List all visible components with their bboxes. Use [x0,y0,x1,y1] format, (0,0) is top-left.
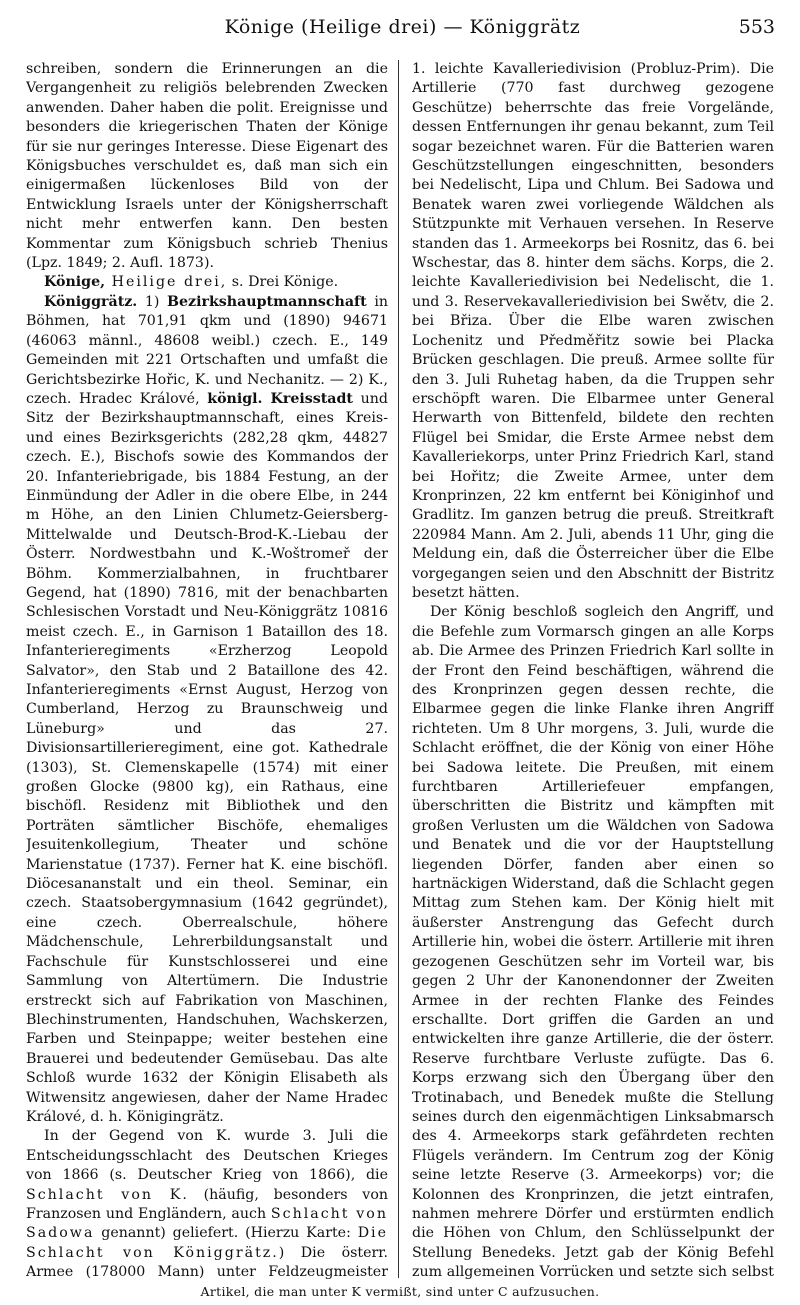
paragraph-aufstellung: 1. leichte Kavalleriedivision (Probluz-Prim). Die Artillerie (770 fast durchweg gezogene Geschütze) beherrschte das freie Vorgelände, dessen Entfernungen ihr genau bekannt, zum Teil sogar bezeichnet waren. Für die Batterien waren Geschützstellungen eingeschnitten, besonders bei Nedelischt, Lipa und Chlum. Bei Sadowa und Benatek waren zwei vorliegende Wäldchen als Stützpunkte mit Verhauen versehen. In Reserve standen das 1. Armeekorps bei Rosnitz, das 6. bei Wschestar, das 8. hinter dem sächs. Korps, die 2. leichte Kavalleriedivision bei Nedelischt, die 1. und 3. Reservekavalleriedivision bei Swětv, die 2. bei Břiza. Über die Elbe waren zwischen Lochenitz und Předměřitz sowie bei Placka Brücken geschlagen. Die preuß. Armee sollte für den 3. Juli Ruhetag haben, da die Truppen sehr erschöpft waren. Die Elbarmee unter General Herwarth von Bittenfeld, bildete den rechten Flügel bei Smidar, die Erste Armee nebst dem Kavalleriekorps, unter Prinz Friedrich Karl, stand bei Hořitz; die Zweite Armee, unter dem Kronprinzen, 22 km entfernt bei Königinhof und Gradlitz. Im ganzen betrug die preuß. Streitkraft 220984 Mann. Am 2. Juli, abends 11 Uhr, ging die Meldung ein, daß die Österreicher über die Elbe vorgegangen seien und den Abschnitt der Bistritz besetzt hätten. [412,61,774,601]
entry-koenige-heilige-drei [26,273,388,292]
page-footer: Artikel, die man unter K vermißt, sind unter C aufzusuchen. [200,1284,600,1299]
running-title: Könige (Heilige drei) — Königgrätz [224,16,581,38]
page-header [30,14,775,44]
entry-text: in Böhmen, hat 701,91 qkm und (1890) 94671 (46063 männl., 48608 weibl.) czech. E., 149 Gemeinden mit 221 Ortschaften und umfaßt die Gerichtsbezirke Hořic, K. und Nechanitz. — 2) K., czech. Hradec Králové, [26,293,388,407]
column-divider [398,60,399,1278]
cross-reference: s. Drei Könige. [227,274,339,291]
subheading: Bezirkshauptmannschaft [167,293,367,310]
paragraph-schlacht [26,1127,388,1280]
page-number: 553 [738,16,775,38]
spaced-term: Schlacht von K. [26,1186,189,1203]
entry-koeniggraetz [26,293,388,1127]
subheading: königl. Kreisstadt [207,390,353,407]
spaced-term: Schlacht von Sadowa [26,1205,388,1242]
left-column [26,60,388,1280]
entry-number: 1) [137,293,168,310]
headword: Königgrätz. [44,293,138,310]
paragraph-koenigsbuch: schreiben, sondern die Erinnerungen an die Vergangenheit zu religiös belebrenden Zwecken anwenden. Daher haben die polit. Ereignisse und besonders die kriegerischen Thaten der Könige für sie nur geringes Interesse. Diese Eigenart des Königsbuches verschuldet es, daß man sich ein einigermaßen lückenloses Bild von der Entwicklung Israels unter der Königsherrschaft nicht mehr entwerfen kann. Den besten Kommentar zum Königsbuch schrieb Thenius (Lpz. 1849; 2. Aufl. 1873). [26,61,388,272]
entry-text: (häufig, besonders von Franzosen und Engländern, auch [26,1186,388,1222]
headword-spaced: Heilige drei, [105,274,228,291]
entry-text: genannt) geliefert. (Hierzu Karte: [94,1225,358,1242]
entry-text: In der Gegend von K. wurde 3. Juli die Entscheidungsschlacht des Deutschen Krieges von 1866 (s. Deutscher Krieg von 1866), die [26,1128,388,1184]
paragraph-verlauf: Der König beschloß sogleich den Angriff, und die Befehle zum Vormarsch gingen an alle Korps ab. Die Armee des Prinzen Friedrich Karl sollte in der Front den Feind beschäftigen, während die des Kronprinzen gegen dessen rechte, die Elbarmee gegen die linke Flanke ihren Angriff richteten. Um 8 Uhr morgens, 3. Juli, wurde die Schlacht eröffnet, die der König von einer Höhe bei Sadowa leitete. Die Preußen, mit einem furchtbaren Artilleriefeuer empfangen, überschritten die Bistritz und kämpften mit großen Verlusten um die Wäldchen von Sadowa und Benatek und die vor der Hauptstellung liegenden Dörfer, fanden aber einen so hartnäckigen Widerstand, daß die Schlacht gegen Mittag zum Stehen kam. Der König hielt mit äußerster Anstrengung das Gefecht durch Artillerie hin, wobei die österr. Artillerie mit ihren gezogenen Geschützen sehr im Vorteil war, bis gegen 2 Uhr der Kanonendonner der Zweiten Armee in der rechten Flanke des Feindes erschallte. Dort griffen die Garden an und entwickelten ihre ganze Artillerie, die der österr. Reserve furchtbare Verluste zufügte. Das 6. Korps erzwang sich den Übergang über den Trotinabach, und Benedek mußte die Stellung seines durch den eigenmächtigen Linksabmarsch des 4. Armeekorps stark gefährdeten rechten Flügels verändern. Im Centrum zog der König seine letzte Reserve (3. Armeekorps) vor; die Kolonnen des Kronprinzen, die jetzt eintrafen, nahmen mehrere Dörfer und erstürmten endlich die Höhen von Chlum, den Schlüsselpunkt der Stellung Benedeks. Jetzt gab der König Befehl zum allgemeinen Vorrücken und setzte sich selbst [412,604,774,1280]
headword: Könige, [44,274,106,291]
entry-text: und Sitz der Bezirkshauptmannschaft, eines Kreis- und eines Bezirksgerichts (282,28 qkm, 44827 czech. E.), Bischofs sowie des Kommandos der 20. Infanteriebrigade, bis 1884 Festung, an der Einmündung der Adler in die obere Elbe, in 244 m Höhe, an den Linien Chlumetz-Geiersberg-Mittelwalde und Deutsch-Brod-K.-Liebau der Österr. Nordwestbahn und K.-Woštromeř der Böhm. Kommerzialbahnen, in fruchtbarer Gegend, hat (1890) 7816, mit der benachbarten Schlesischen Vorstadt und Neu-Königgrätz 10816 meist czech. E., in Garnison 1 Bataillon des 18. Infanterieregiments «Erzherzog Leopold Salvator», den Stab und 2 Bataillone des 42. Infanterieregiments «Ernst August, Herzog von Cumberland, Herzog zu Braunschweig und Lüneburg» und das 27. Divisionsartillerieregiment, eine got. Kathedrale (1303), St. Clemenskapelle (1574) mit einer großen Glocke (9800 kg), ein Rathaus, eine bischöfl. Residenz mit Bibliothek und den Porträten sämtlicher Bischöfe, ehemaliges Jesuitenkollegium, Theater und schöne Marienstatue (1737). Ferner hat K. eine bischöfl. Diöcesananstalt und ein theol. Seminar, ein czech. Staatsobergymnasium (1642 gegründet), eine czech. Oberrealschule, höhere Mädchenschule, Lehrerbildungsanstalt und Fachschule für Kunstschlosserei und eine Sammlung von Altertümern. Die Industrie erstreckt sich auf Fabrikation von Maschinen, Blechinstrumenten, Handschuhen, Wachskerzen, Farben und Steinpappe; weiter bestehen eine Brauerei und bedeutender Gemüsebau. Das alte Schloß wurde 1632 der Königin Elisabeth als Witwensitz angewiesen, daher der Name Hradec Králové, d. h. Königingrätz. [26,390,388,1125]
right-column [412,60,774,1280]
entry-text: ) Die österr. Armee (178000 Mann) unter Feldzeugmeister [26,1244,388,1280]
map-reference: Die Schlacht von Königgrätz. [26,1225,388,1261]
